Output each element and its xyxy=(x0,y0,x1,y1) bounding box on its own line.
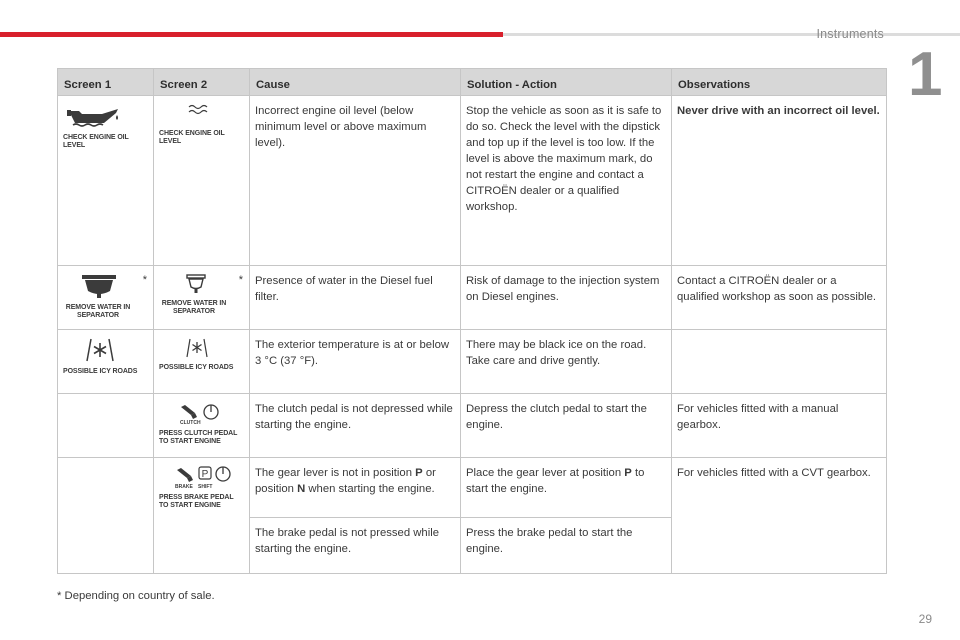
table-row xyxy=(58,330,887,394)
observation-cell: For vehicles fitted with a manual gearbox. xyxy=(672,394,887,458)
column-header-screen2: Screen 2 xyxy=(154,69,250,96)
column-header-screen1: Screen 1 xyxy=(58,69,154,96)
solution-cell: Risk of damage to the injection system on Diesel engines. xyxy=(461,266,672,330)
warning-messages-table xyxy=(57,68,887,574)
column-header-solution: Solution - Action xyxy=(461,69,672,96)
screen1-cell xyxy=(58,96,154,266)
screen2-caption: POSSIBLE ICY ROADS xyxy=(159,364,234,371)
screen2-caption: REMOVE WATER IN SEPARATOR xyxy=(161,300,227,315)
observation-cell xyxy=(672,330,887,394)
header-accent-bar xyxy=(0,32,503,37)
screen1-cell xyxy=(58,266,154,330)
section-title: Instruments xyxy=(816,27,884,41)
solution-cell: There may be black ice on the road. Take care and drive gently. xyxy=(461,330,672,394)
cause-cell: The brake pedal is not pressed while starting the engine. xyxy=(250,518,461,574)
header-rule xyxy=(503,33,960,36)
observation-cell: Never drive with an incorrect oil level. xyxy=(672,96,887,266)
oil-can-icon xyxy=(63,103,125,129)
screen2-caption: PRESS BRAKE PEDAL TO START ENGINE xyxy=(159,494,234,509)
observation-cell: Contact a CITROËN dealer or a qualified workshop as soon as possible. xyxy=(672,266,887,330)
asterisk-marker: * xyxy=(142,274,147,286)
screen2-cell xyxy=(154,458,250,574)
table-row xyxy=(58,266,887,330)
solution-cell: Depress the clutch pedal to start the engine. xyxy=(461,394,672,458)
snowflake-icon xyxy=(185,337,209,359)
page-number: 29 xyxy=(918,612,932,626)
screen2-cell xyxy=(154,394,250,458)
asterisk-marker: * xyxy=(238,274,243,286)
cause-cell: Incorrect engine oil level (below minimum level or above maximum level). xyxy=(250,96,461,266)
column-header-observations: Observations xyxy=(672,69,887,96)
column-header-cause: Cause xyxy=(250,69,461,96)
water-separator-icon xyxy=(79,273,119,299)
screen2-caption: PRESS CLUTCH PEDAL TO START ENGINE xyxy=(159,430,238,445)
screen1-caption: CHECK ENGINE OIL LEVEL xyxy=(63,134,129,149)
screen1-cell xyxy=(58,330,154,394)
water-separator-icon xyxy=(185,273,207,295)
observation-cell: For vehicles fitted with a CVT gearbox. xyxy=(672,458,887,574)
cause-cell: The exterior temperature is at or below 3 °C (37 °F). xyxy=(250,330,461,394)
table-row xyxy=(58,458,887,518)
screen2-caption: CHECK ENGINE OIL LEVEL xyxy=(159,130,225,145)
table-row xyxy=(58,96,887,266)
table-header-row xyxy=(58,69,887,96)
brake-label: BRAKE xyxy=(175,484,193,489)
chapter-number: 1 xyxy=(908,40,943,109)
solution-cell: Stop the vehicle as soon as it is safe to do so. Check the level with the dipstick and top up if the level is too low. If the level is above the maximum mark, do not restart the engine and contact a CITROËN dealer or a qualified workshop. xyxy=(461,96,672,266)
cause-cell: The clutch pedal is not depressed while starting the engine. xyxy=(250,394,461,458)
screen1-cell xyxy=(58,394,154,458)
cause-cell: Presence of water in the Diesel fuel filter. xyxy=(250,266,461,330)
shift-label: SHIFT xyxy=(198,484,213,489)
oil-level-icon xyxy=(159,103,213,125)
screen2-cell xyxy=(154,96,250,266)
cause-cell: The gear lever is not in position P or position N when starting the engine. xyxy=(250,458,461,518)
solution-cell: Place the gear lever at position P to start the engine. xyxy=(461,458,672,518)
brake-shift-icon xyxy=(173,465,233,489)
clutch-label: CLUTCH xyxy=(180,420,201,425)
snowflake-icon xyxy=(85,337,115,363)
screen1-cell xyxy=(58,458,154,574)
table-row xyxy=(58,394,887,458)
screen2-cell xyxy=(154,330,250,394)
solution-cell: Press the brake pedal to start the engine. xyxy=(461,518,672,574)
screen1-caption: REMOVE WATER IN SEPARATOR xyxy=(65,304,131,319)
clutch-pedal-icon xyxy=(177,401,223,425)
screen2-cell xyxy=(154,266,250,330)
park-label: P xyxy=(201,469,209,480)
footnote: * Depending on country of sale. xyxy=(57,590,215,602)
screen1-caption: POSSIBLE ICY ROADS xyxy=(63,368,138,375)
